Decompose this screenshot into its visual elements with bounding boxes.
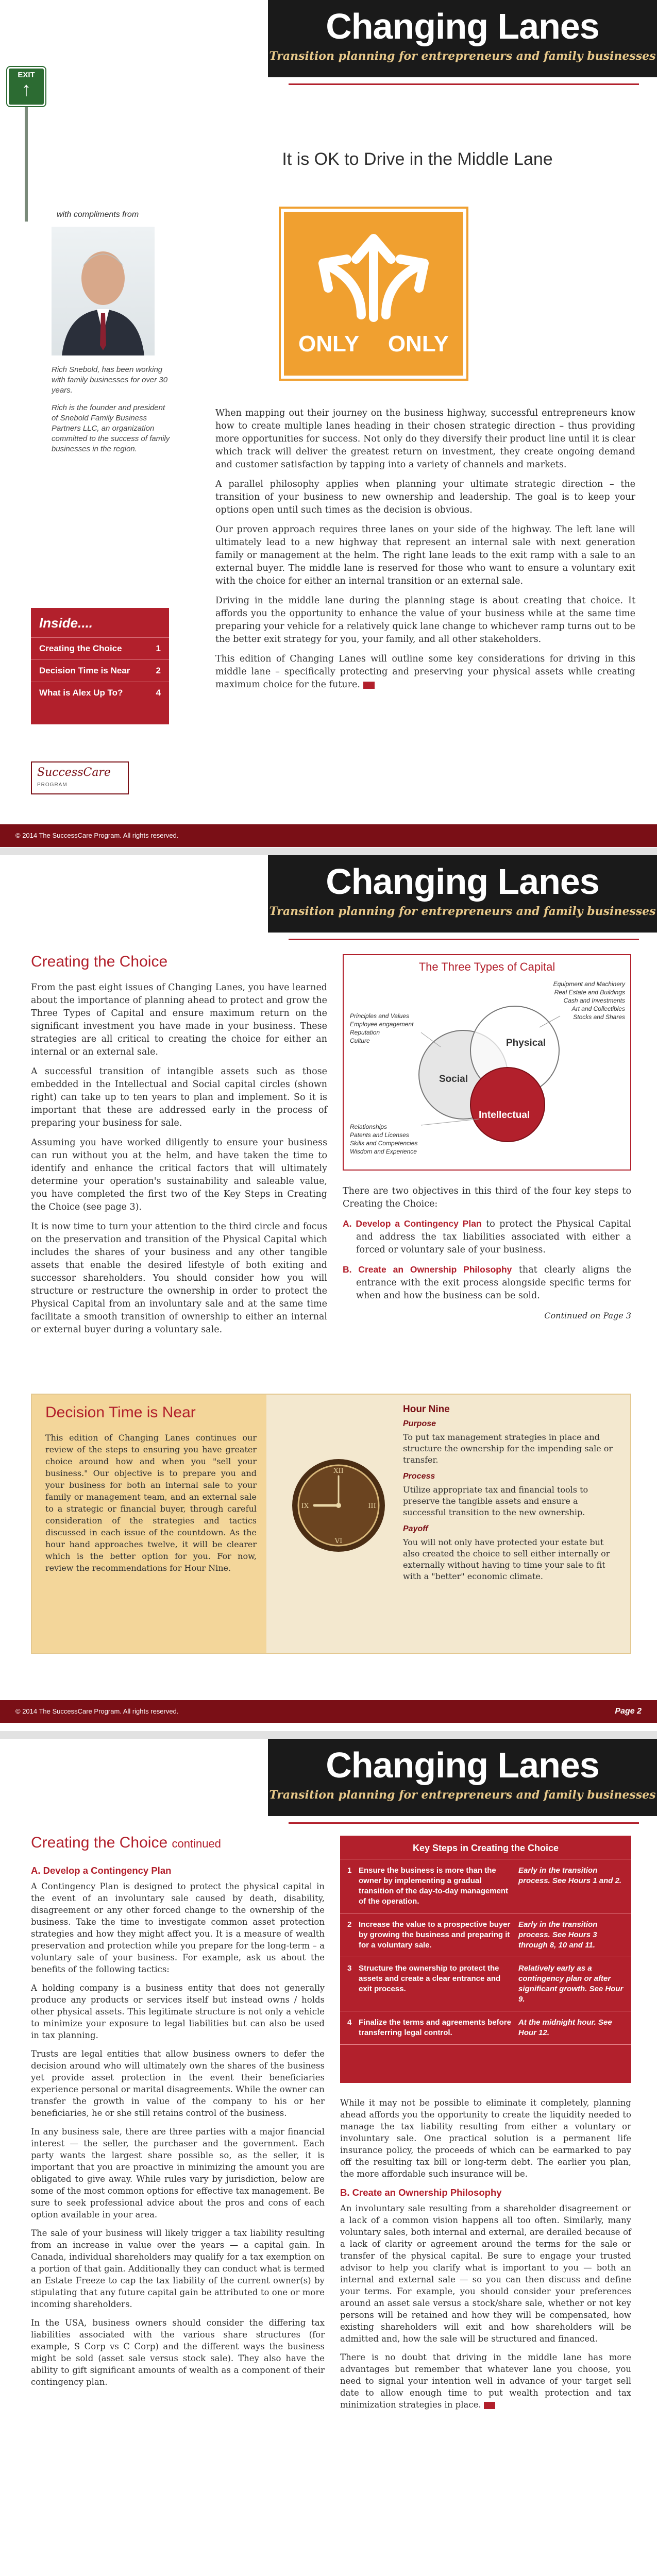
author-bio: Rich Snebold, has been working with family businesses for over 30 years. Rich is the founder and president of Snebold Family Business Partners LLC, an organization committed to the success of family businesses in the region. bbox=[52, 365, 170, 453]
key-step-number: 2 bbox=[347, 1920, 352, 1929]
page2-right-body: There are two objectives in this third of the four key steps to Creating the Choice: A. Develop a Contingency Plan to protect the Physical Capital and address the tax liabilities associated with either a forced or voluntary sale of your business. B. Create an Ownership Philosophy that clearly aligns the entrance with the exit process alongside specific terms for when and how the business can be sold. Continued on Page 3 bbox=[343, 1185, 631, 1329]
decision-text: This edition of Changing Lanes continues our review of the steps to ensuring you have greater choice around how and when you "sell your business." Our objective is to prepare you and your business for both an internal sale to your family or management team, and an external sale to a strategic or financial buyer, through careful consideration of the strategies and tactics discussed in each issue of the countdown. As the hour hand approaches twelve, it will be clearer which is the better option for you. For now, review the recommendations for Hour Nine. bbox=[45, 1433, 257, 1573]
key-step-row bbox=[340, 1859, 631, 1913]
inside-title: Inside.... bbox=[39, 615, 93, 631]
masthead: Changing Lanes Transition planning for entrepreneurs and family businesses bbox=[268, 1739, 657, 1816]
intellectual-circle bbox=[470, 1067, 545, 1142]
key-step-text: Structure the ownership to protect the assets and create a clear entrance and exit process. bbox=[359, 1964, 501, 1993]
key-step-number: 4 bbox=[347, 2018, 352, 2027]
key-step-note: At the midnight hour. See Hour 12. bbox=[518, 2018, 612, 2037]
creating-choice-heading: Creating the Choice bbox=[31, 953, 168, 970]
end-mark-icon bbox=[484, 2402, 495, 2409]
key-step-note: Relatively early as a contingency plan or after significant growth. See Hour 9. bbox=[518, 1964, 624, 2004]
successcare-logo: SuccessCare PROGRAM bbox=[31, 761, 129, 794]
page2-left-body: From the past eight issues of Changing Lanes, you have learned about the importance of planning ahead to protect and grow the Three Types of Capital and ensure maximum return on the significant investment you have made in your business. These strategies are all critical to creating the choice for either an internal or an external sale. A successful transition of intangible assets such as those embedded in the Intellectual and Social capital circles (shown right) can take up to ten years to plan and implement. So it is important that these are addressed early in the process of preparing your business for sale. Assuming you have worked diligently to ensure your business can run without you at the helm, and have taken the time to identify and enhance the critical factors that will ultimately determine your operation's sustainability and saleable value, you have completed the first two of the Key Steps in Creating the Choice (see page 3). It is now time to turn your attention to the third circle and focus on the preservation and transition of the Physical Capital which includes the shares of your business and any other tangible assets that enable the desired lifestyle of both exiting and successor shareholders. You should consider how you will structure or restructure the ownership in order to protect the Physical Capital from an involuntary sale and at the same time facilitate a smooth transition of ownership to either an internal or external buyer during a voluntary sale. bbox=[31, 982, 327, 1335]
key-steps-box bbox=[340, 1836, 631, 2083]
svg-text:III: III bbox=[368, 1502, 376, 1510]
continued-note: Continued on Page 3 bbox=[544, 1311, 631, 1320]
key-step-number: 3 bbox=[347, 1964, 352, 1973]
toc-page: 1 bbox=[156, 643, 161, 653]
masthead-title: Changing Lanes bbox=[326, 6, 599, 46]
key-step-text: Finalize the terms and agreements before transferring legal control. bbox=[359, 2018, 511, 2037]
key-step-number: 1 bbox=[347, 1866, 352, 1875]
toc-list bbox=[31, 637, 169, 704]
toc-item[interactable] bbox=[31, 682, 169, 704]
masthead-rule bbox=[289, 939, 639, 940]
key-step-row bbox=[340, 1913, 631, 1957]
key-step-text: Increase the value to a prospective buyer by growing the business and preparing it for a voluntary sale. bbox=[359, 1920, 511, 1950]
arrow-up-icon: ↑ bbox=[21, 79, 31, 100]
inside-box bbox=[31, 608, 169, 724]
key-step-note: Early in the transition process. See Hours 1 and 2. bbox=[518, 1866, 622, 1885]
sign-post bbox=[25, 103, 28, 222]
toc-label: Decision Time is Near bbox=[39, 666, 130, 675]
key-step-text: Ensure the business is more than the owner by implementing a gradual transition of the day-to-day management of the operation. bbox=[359, 1866, 509, 1906]
lane-sign-image bbox=[281, 209, 466, 379]
toc-label: Creating the Choice bbox=[39, 643, 122, 653]
toc-page: 4 bbox=[156, 688, 161, 698]
three-capital-diagram bbox=[343, 954, 631, 1171]
toc-label: What is Alex Up To? bbox=[39, 688, 123, 698]
key-step-note: Early in the transition process. See Hours 3 through 8, 10 and 11. bbox=[518, 1920, 598, 1950]
svg-text:XII: XII bbox=[333, 1467, 344, 1475]
masthead: Changing Lanes Transition planning for entrepreneurs and family businesses bbox=[268, 855, 657, 933]
masthead bbox=[268, 0, 657, 77]
decision-title: Decision Time is Near bbox=[45, 1404, 196, 1421]
page-1 bbox=[0, 0, 657, 848]
toc-item[interactable] bbox=[31, 659, 169, 682]
page3-right-body: While it may not be possible to eliminate it completely, planning ahead affords you the opportunity to create the liquidity needed to manage the tax liability resulting from either a voluntary or involuntary sale. One practical solution is a permanent life insurance policy, the proceeds of which can be earmarked to pay off the resulting tax bill or long-term debt. The earlier you plan, the more affordable such insurance will be. B. Create an Ownership Philosophy An involuntary sale resulting from a shareholder disagreement or a lack of a common vision happens all too often. Similarly, many voluntary sales, both internal and external, are derailed because of a lack of clarity or agreement around the terms for the sale or transfer of the physical capital. Be sure to engage your trusted advisor to help you clarify what is important to you — both an internal and external sale — so you can then discuss and define your terms. For example, you should consider your preferences around an asset sale versus a stock/share sale, whether or not key persons will be retained and how they will be compensated, how existing shareholders will exit and how shareholders will be admitted and, how the sale will be structured and financed. There is no doubt that driving in the middle lane has more advantages but remember that whatever lane you choose, you need to signal your intention well in advance of your target sell date to allow enough time to put wealth protection and tax minimization strategies in place. bbox=[340, 2098, 631, 2410]
page1-headline: It is OK to Drive in the Middle Lane bbox=[282, 149, 553, 169]
only-left: ONLY bbox=[298, 331, 360, 357]
svg-text:VI: VI bbox=[334, 1537, 343, 1545]
end-mark-icon bbox=[363, 682, 375, 689]
page2-footer: © 2014 The SuccessCare Program. All rights reserved. Page 2 bbox=[0, 1700, 657, 1723]
only-right: ONLY bbox=[388, 331, 449, 357]
page1-body: When mapping out their journey on the business highway, successful entrepreneurs know how to create multiple lanes heading in their chosen strategic direction – thus providing more opportunities for success. Not only do they diversify their product line until it is clear which track will deliver the greatest return on investment, they create ongoing demand and customer satisfaction by tapping into a variety of channels and markets. A parallel philosophy applies when planning your ultimate strategic direction – the transition of your business to new ownership and leadership. The goal is to keep your options open until such times as the decision is obvious. Our proven approach requires three lanes on your side of the highway. The left lane will ultimately lead to a new highway that represent an internal sale with next generation family or management at the helm. The right lane leads to the exit ramp with a sale to an external buyer. The middle lane is reserved for those who want to ensure a voluntary exit with the choice for either an internal transition or an external sale. Driving in the middle lane during the planning stage is about creating that choice. It affords you the opportunity to enhance the value of your business while at the same time preparing your vehicle for a relatively quick lane change to whichever ramp turns out to be the better exit strategy for you, your family, and all other stakeholders. This edition of Changing Lanes will outline some key considerations for driving in this middle lane – specifically protecting and preserving your physical assets while creating maximum choice for the future. bbox=[215, 408, 635, 690]
key-steps-title: Key Steps in Creating the Choice bbox=[340, 1836, 631, 1859]
author-photo bbox=[52, 227, 155, 355]
toc-item[interactable] bbox=[31, 637, 169, 659]
masthead-tagline: Transition planning for entrepreneurs and family businesses bbox=[269, 49, 656, 63]
social-label: Social bbox=[439, 1074, 468, 1084]
decision-box bbox=[31, 1394, 631, 1654]
page1-footer: © 2014 The SuccessCare Program. All rights reserved. bbox=[0, 824, 657, 847]
road-sign bbox=[7, 67, 48, 222]
creating-choice-cont-heading: Creating the Choice continued bbox=[31, 1834, 221, 1851]
page-2 bbox=[0, 855, 657, 1731]
intellectual-label: Intellectual bbox=[479, 1110, 530, 1121]
social-terms: Principles and Values Employee engagement Reputation Culture bbox=[350, 1012, 414, 1044]
clock-icon bbox=[290, 1456, 388, 1554]
hour-nine-panel: Hour Nine Purpose To put tax management strategies in place and structure the ownership for the impending sale or transfer. Process Utilize appropriate tax and financial tools to preserve the tangible assets and ensure a successful transition to the new ownership. Payoff You will not only have protected your estate but also created the choice to sell either internally or externally without having to time your sale to fit with a "better" economic climate. bbox=[403, 1404, 613, 1581]
intellectual-terms: Relationships Patents and Licenses Skills and Competencies Wisdom and Experience bbox=[350, 1123, 418, 1155]
key-steps-list bbox=[340, 1859, 631, 2045]
svg-text:IX: IX bbox=[301, 1502, 309, 1510]
masthead-rule bbox=[289, 1822, 639, 1824]
toc-page: 2 bbox=[156, 666, 161, 675]
diagram-title: The Three Types of Capital bbox=[418, 960, 555, 973]
page3-left-body: A. Develop a Contingency Plan A Contingency Plan is designed to protect the physical capital in the event of an involuntary sale caused by death, disability, disagreement or any other forced change to the ownership of the business. Take the time to investigate common asset protection strategies and how they might affect you. It is a measure of wealth preservation and protection while you prepare for the long-term – a voluntary sale of your business. For example, ask us about the benefits of the following tactics: A holding company is a business entity that does not generally produce any products or services itself but instead owns / holds other physical assets. This legitimate structure is not only a vehicle to minimize your exposure to legal liabilities but can also be used in tax planning. Trusts are legal entities that allow business owners to defer the decision around who will ultimately own the shares of the business yet provide asset protection in the event their beneficiaries experience personal or marital disagreements. While the owner can transfer the growth in value of the company to his or her beneficiaries, he or she still retains control of the business. In any business sale, there are three parties with a major financial interest — the seller, the purchaser and the government. Each party wants the largest share possible so, as the seller, it is important that you are proactive in minimizing the amount you are obligated to give away. While rules vary by jurisdiction, below are some of the most common options for effective tax management. Be sure to seek professional advice about the pros and cons of each option available in your area. The sale of your business will likely trigger a tax liability resulting from an increase in value over the years — a capital gain. In Canada, individual shareholders may qualify for a tax exemption on a portion of that gain. Additionally they can conduct what is termed an Estate Freeze to cap the tax liability of the current owner(s) by stipulating that any future capital gain be attributed to one or more incoming shareholders. In the USA, business owners should consider the differing tax liabilities associated with the various share structures (for example, S Corp vs C Corp) and the different ways the business might be sold (asset sale versus stock sale). They also have the ability to gift significant amounts of wealth as a component of their contingency plan. bbox=[31, 1865, 325, 2387]
physical-terms: Equipment and Machinery Real Estate and Buildings Cash and Investments Art and Collectibles Stocks and Shares bbox=[553, 980, 625, 1021]
compliments-label: with compliments from bbox=[57, 210, 139, 219]
exit-sign: EXIT ↑ bbox=[7, 67, 45, 106]
key-step-row bbox=[340, 1957, 631, 2011]
physical-label: Physical bbox=[506, 1038, 546, 1048]
page-3 bbox=[0, 1739, 657, 2576]
key-step-row bbox=[340, 2011, 631, 2045]
masthead-rule bbox=[289, 83, 639, 85]
